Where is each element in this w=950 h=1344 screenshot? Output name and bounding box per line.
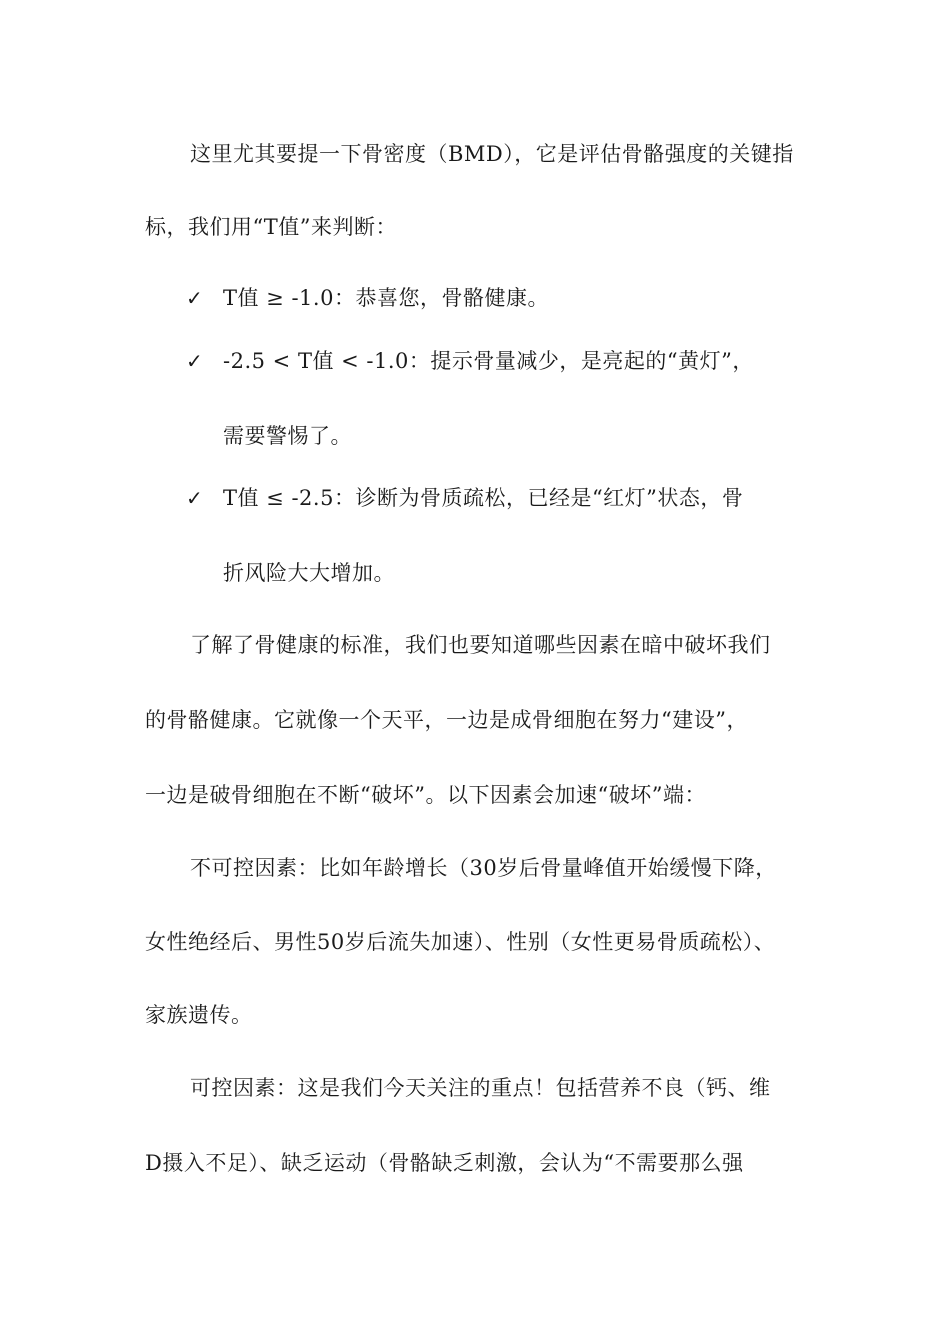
paragraph-1-line-1: 这里尤其要提一下骨密度（BMD），它是评估骨骼强度的关键指: [190, 142, 794, 166]
check-icon: ✓: [186, 486, 203, 510]
bullet-2-line-2: 需要警惕了。: [223, 424, 352, 448]
paragraph-3-line-1: 不可控因素：比如年龄增长（30岁后骨量峰值开始缓慢下降，: [190, 856, 777, 880]
bullet-3-line-2: 折风险大大增加。: [223, 561, 395, 585]
paragraph-3-line-2: 女性绝经后、男性50岁后流失加速）、性别（女性更易骨质疏松）、: [145, 930, 776, 954]
paragraph-1-line-2: 标，我们用“T值”来判断：: [145, 215, 397, 239]
bullet-2-line-1: -2.5 < T值 < -1.0：提示骨量减少，是亮起的“黄灯”，: [223, 349, 754, 373]
paragraph-2-line-3: 一边是破骨细胞在不断“破坏”。以下因素会加速“破坏”端：: [145, 783, 706, 807]
paragraph-4-line-1: 可控因素：这是我们今天关注的重点！包括营养不良（钙、维: [190, 1076, 771, 1100]
paragraph-2-line-2: 的骨骼健康。它就像一个天平，一边是成骨细胞在努力“建设”，: [145, 708, 748, 732]
paragraph-2-line-1: 了解了骨健康的标准，我们也要知道哪些因素在暗中破坏我们: [190, 633, 771, 657]
paragraph-4-line-2: D摄入不足）、缺乏运动（骨骼缺乏刺激，会认为“不需要那么强: [145, 1151, 744, 1175]
paragraph-3-line-3: 家族遗传。: [145, 1003, 253, 1027]
check-icon: ✓: [186, 286, 203, 310]
bullet-3-line-1: T值 ≤ -2.5：诊断为骨质疏松，已经是“红灯”状态，骨: [223, 486, 744, 510]
bullet-1-line-1: T值 ≥ -1.0：恭喜您，骨骼健康。: [223, 286, 549, 310]
check-icon: ✓: [186, 349, 203, 373]
